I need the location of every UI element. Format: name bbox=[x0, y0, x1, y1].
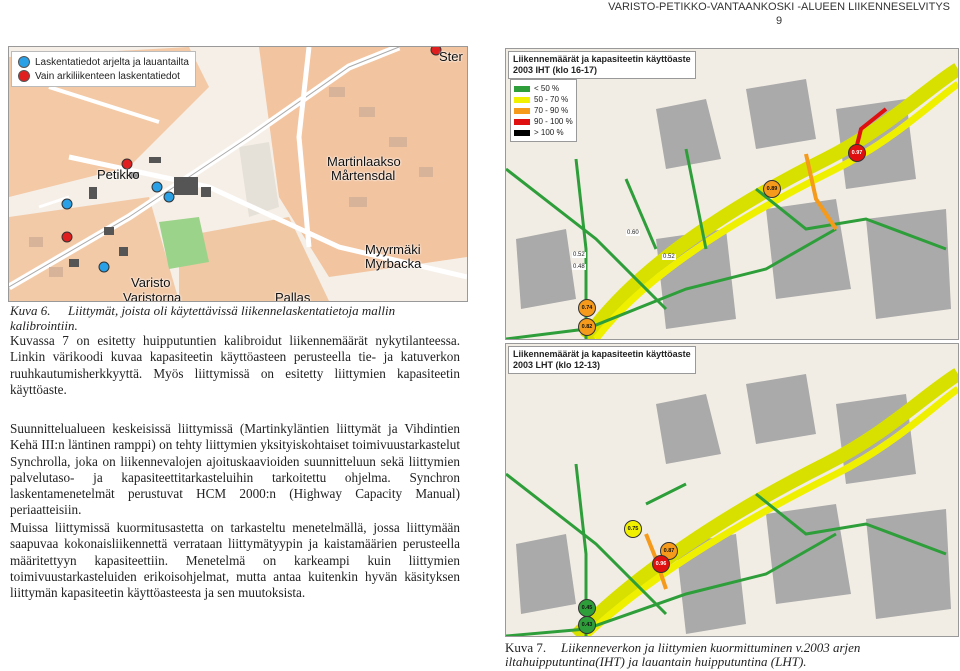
intersection-marker: 0.43 bbox=[578, 616, 596, 634]
caption-label: Kuva 7. bbox=[505, 640, 547, 655]
figure-caption bbox=[505, 641, 957, 669]
place-label: Pallas bbox=[275, 290, 311, 302]
road-label: 0.52 bbox=[573, 252, 585, 258]
capacity-legend bbox=[510, 79, 577, 142]
paragraph: Muissa liittymissä kuormitusastetta on tarkasteltu menetelmällä, jossa liittymään saapuvaa kokonaisliikennettä verrataan liittymätyypin ja kaistamäärien perusteella määritettyyn kapasiteettiin. Menetelmä on karkeampi kuin liittymien toimivuustarkasteluiden erikoisohjelmat, mutta antaa kuitenkin hyvän käsityksen liittymän kapasiteetin käyttöasteesta ja sen muutoksista. bbox=[10, 520, 460, 601]
legend-label: < 50 % bbox=[534, 84, 560, 93]
place-label: Ster bbox=[439, 49, 463, 64]
map-title-line: Liikennemäärät ja kapasiteetin käyttöaste bbox=[513, 349, 691, 359]
caption-text: Liikenneverkon ja liittymien kuormittuminen v.2003 arjen iltahuipputuntina(IHT) ja lauantain huipputuntina (LHT). bbox=[505, 640, 861, 669]
legend-swatch bbox=[514, 97, 530, 103]
intersection-marker: 0.87 bbox=[660, 542, 678, 560]
map-background bbox=[506, 344, 958, 636]
place-label: Petikko bbox=[97, 167, 140, 182]
road-label: 0.60 bbox=[627, 230, 639, 236]
blue-dot-icon bbox=[18, 56, 30, 68]
page-number: 9 bbox=[775, 15, 783, 27]
legend-item bbox=[514, 127, 573, 138]
legend-item bbox=[18, 55, 189, 69]
legend-label: Vain arkiliikenteen laskentatiedot bbox=[35, 70, 180, 82]
place-label: Myyrmäki bbox=[365, 242, 421, 257]
legend-item bbox=[514, 83, 573, 94]
place-label: Mårtensdal bbox=[331, 168, 396, 183]
map-title bbox=[508, 51, 696, 79]
legend-label: Laskentatiedot arjelta ja lauantailta bbox=[35, 56, 189, 68]
place-label: Myrbacka bbox=[365, 256, 422, 271]
paragraph: Suunnittelualueen keskeisissä liittymissä (Martinkyläntien liittymät ja Vihdintien Kehä III:n läntinen ramppi) on tehty liittymien yksityiskohtaiset toimivuustarkastelut Synchrolla, joka on liikennevalojen ajoituskaavioiden suunnitteluun sekä liittymien palvelutaso- ja kapasiteettitarkasteluihin tarkoitettu ohjelma. Synchron laskentamenetelmät perustuvat HCM 2000:n (Highway Capacity Manual) periaatteisiin. bbox=[10, 421, 460, 518]
road-label: 0.48 bbox=[573, 264, 585, 270]
intersection-count-map bbox=[8, 46, 468, 302]
red-dot-icon bbox=[18, 70, 30, 82]
place-label: Martinlaakso bbox=[327, 154, 401, 169]
map-title bbox=[508, 346, 696, 374]
map-legend bbox=[11, 51, 196, 87]
page-header bbox=[608, 0, 950, 28]
intersection-marker: 0.82 bbox=[578, 318, 596, 336]
legend-label: 50 - 70 % bbox=[534, 95, 569, 104]
capacity-map-lht bbox=[505, 343, 959, 637]
legend-swatch bbox=[514, 119, 530, 125]
document-title: VARISTO-PETIKKO-VANTAANKOSKI -ALUEEN LIIKENNESELVITYS bbox=[608, 1, 950, 13]
intersection-marker: 0.45 bbox=[578, 599, 596, 617]
intersection-marker: 0.97 bbox=[848, 144, 866, 162]
legend-swatch bbox=[514, 108, 530, 114]
legend-swatch bbox=[514, 130, 530, 136]
place-label: Varistorna bbox=[123, 290, 182, 302]
caption-label: Kuva 6. bbox=[10, 303, 51, 318]
intersection-marker: 0.96 bbox=[652, 555, 670, 573]
figure-caption bbox=[10, 303, 466, 333]
map-title-line: Liikennemäärät ja kapasiteetin käyttöaste bbox=[513, 54, 691, 64]
legend-item bbox=[514, 116, 573, 127]
legend-swatch bbox=[514, 86, 530, 92]
caption-text: Liittymät, joista oli käytettävissä liikennelaskentatietoja mallin kalibrointiin. bbox=[10, 303, 396, 333]
intersection-marker: 0.74 bbox=[578, 299, 596, 317]
intersection-marker: 0.75 bbox=[624, 520, 642, 538]
paragraph: Kuvassa 7 on esitetty huipputuntien kalibroidut liikennemäärät nykytilanteessa. Linkin värikoodi kuvaa kapasiteetin käyttöasteen perusteella tie- ja katuverkon ruuhkautumisherkkyyttä. Myös liittymissä on esitetty liittymien kapasiteetin käyttöaste. bbox=[10, 333, 460, 397]
map-title-line: 2003 IHT (klo 16-17) bbox=[513, 65, 598, 75]
legend-item bbox=[514, 94, 573, 105]
map-title-line: 2003 LHT (klo 12-13) bbox=[513, 360, 601, 370]
legend-label: 70 - 90 % bbox=[534, 106, 569, 115]
legend-label: > 100 % bbox=[534, 128, 564, 137]
legend-item bbox=[18, 69, 189, 83]
legend-item bbox=[514, 105, 573, 116]
place-label: Varisto bbox=[131, 275, 171, 290]
road-label: 0.52 bbox=[663, 254, 675, 260]
capacity-map-iht bbox=[505, 48, 959, 340]
legend-label: 90 - 100 % bbox=[534, 117, 573, 126]
intersection-marker: 0.89 bbox=[763, 180, 781, 198]
